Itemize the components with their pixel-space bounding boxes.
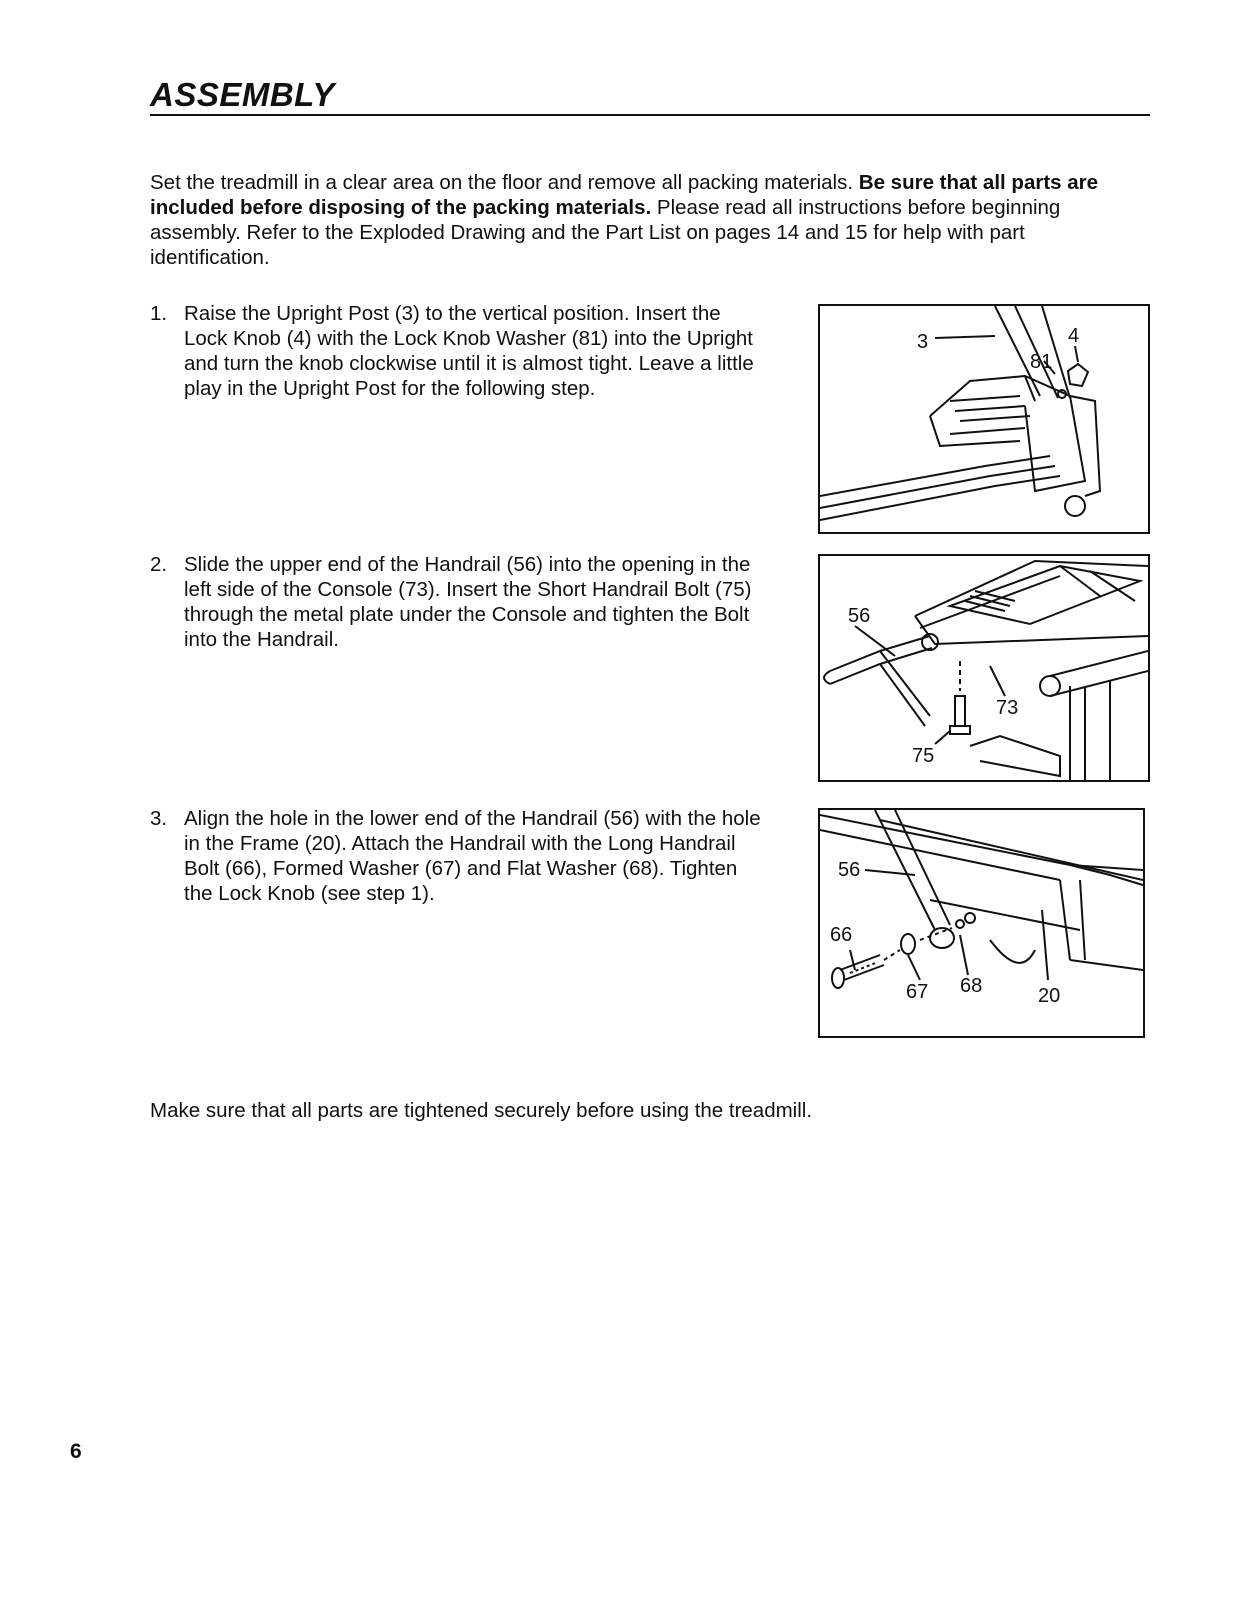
callout-67: 67 bbox=[906, 981, 929, 1003]
intro-paragraph bbox=[150, 170, 1140, 270]
step-2-number: 2. bbox=[150, 553, 168, 576]
step-3 bbox=[150, 806, 765, 906]
callout-68: 68 bbox=[960, 975, 983, 997]
handrail-console-illustration bbox=[820, 556, 1148, 780]
intro-warning: Be sure that all parts are included before disposing of the packing materials. bbox=[150, 171, 1099, 219]
step-3-text: Align the hole in the lower end of the Handrail (56) with the hole in the Frame (20). Attach the Handrail with the Long Handrail Bolt (66), Formed Washer (67) and Flat Washer (68). Tighten the Lock Knob (see step 1). bbox=[184, 807, 761, 905]
step-1-text: Raise the Upright Post (3) to the vertical position. Insert the Lock Knob (4) with the Lock Knob Washer (81) into the Upright and turn the knob clockwise until it is almost tight. Leave a little play in the Upright Post for the following step. bbox=[184, 302, 754, 400]
title-rule bbox=[150, 114, 1150, 116]
step-2 bbox=[150, 552, 765, 652]
callout-56: 56 bbox=[848, 605, 871, 627]
intro-text-2: Please read all instructions before beginning assembly. Refer to the Exploded Drawing and the Part List on pages 14 and 15 for help with part identification. bbox=[150, 196, 1061, 269]
callout-73: 73 bbox=[996, 697, 1019, 719]
step-3-number: 3. bbox=[150, 807, 168, 830]
figure-handrail-console bbox=[818, 554, 1150, 782]
intro-text-1: Set the treadmill in a clear area on the floor and remove all packing materials. bbox=[150, 171, 854, 194]
handrail-frame-illustration bbox=[820, 810, 1143, 1036]
callout-4: 4 bbox=[1068, 325, 1080, 347]
figure-upright-post bbox=[818, 304, 1150, 534]
callout-20: 20 bbox=[1038, 985, 1061, 1007]
step-1-number: 1. bbox=[150, 302, 168, 325]
closing-note: Make sure that all parts are tightened securely before using the treadmill. bbox=[150, 1099, 813, 1122]
callout-75: 75 bbox=[912, 745, 935, 767]
callout-3: 3 bbox=[917, 331, 929, 353]
callout-66: 66 bbox=[830, 924, 853, 946]
page-number: 6 bbox=[70, 1440, 82, 1463]
upright-post-illustration bbox=[820, 306, 1148, 532]
page-title: ASSEMBLY bbox=[150, 76, 335, 113]
step-2-text: Slide the upper end of the Handrail (56) into the opening in the left side of the Console (73). Insert the Short Handrail Bolt (75) through the metal plate under the Console and tighten the Bolt into the Handrail. bbox=[184, 553, 752, 651]
callout-56-frame: 56 bbox=[838, 859, 861, 881]
figure-handrail-frame bbox=[818, 808, 1145, 1038]
callout-81: 81 bbox=[1030, 351, 1053, 373]
step-1 bbox=[150, 301, 765, 401]
